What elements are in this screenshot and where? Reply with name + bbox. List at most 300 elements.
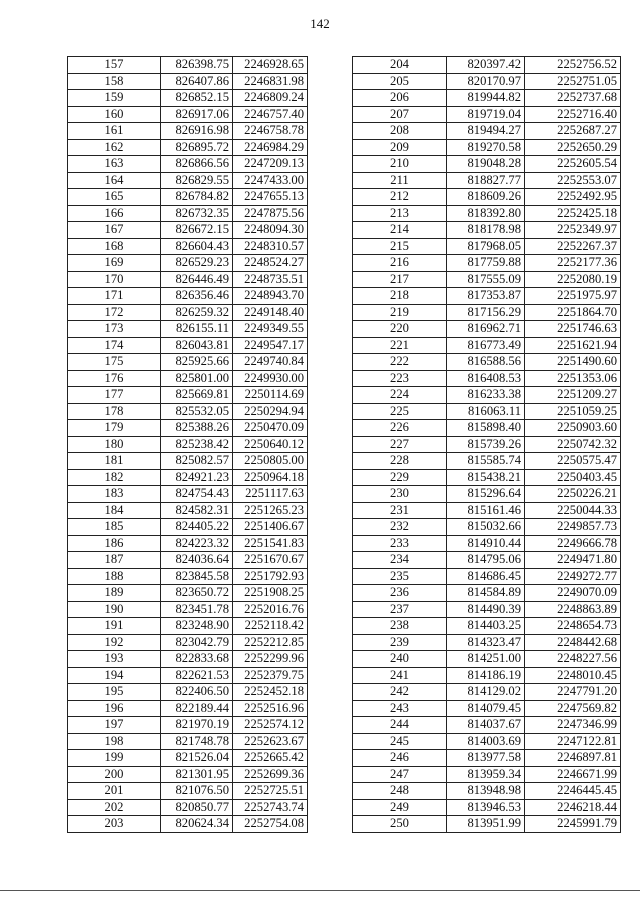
x-coordinate-cell: 819494.27 [447, 123, 525, 140]
table-row [353, 90, 621, 107]
x-coordinate-cell: 814403.25 [447, 618, 525, 635]
table-row [353, 519, 621, 536]
table-row [68, 321, 308, 338]
point-number-cell: 239 [353, 634, 447, 651]
x-coordinate-cell: 818609.26 [447, 189, 525, 206]
x-coordinate-cell: 818178.98 [447, 222, 525, 239]
table-row [353, 436, 621, 453]
y-coordinate-cell: 2249471.80 [525, 552, 621, 569]
x-coordinate-cell: 816233.38 [447, 387, 525, 404]
x-coordinate-cell: 818392.80 [447, 205, 525, 222]
table-row [353, 271, 621, 288]
y-coordinate-cell: 2252743.74 [233, 799, 308, 816]
x-coordinate-cell: 825082.57 [161, 453, 233, 470]
x-coordinate-cell: 822406.50 [161, 684, 233, 701]
point-number-cell: 164 [68, 172, 161, 189]
y-coordinate-cell: 2248310.57 [233, 238, 308, 255]
x-coordinate-cell: 819719.04 [447, 106, 525, 123]
x-coordinate-cell: 816588.56 [447, 354, 525, 371]
y-coordinate-cell: 2252452.18 [233, 684, 308, 701]
y-coordinate-cell: 2246928.65 [233, 57, 308, 74]
point-number-cell: 199 [68, 750, 161, 767]
point-number-cell: 203 [68, 816, 161, 833]
table-row [353, 73, 621, 90]
point-number-cell: 226 [353, 420, 447, 437]
y-coordinate-cell: 2247433.00 [233, 172, 308, 189]
coordinate-table-right [352, 56, 621, 833]
table-row [353, 502, 621, 519]
x-coordinate-cell: 814490.39 [447, 601, 525, 618]
table-row [68, 799, 308, 816]
y-coordinate-cell: 2246984.29 [233, 139, 308, 156]
x-coordinate-cell: 826916.98 [161, 123, 233, 140]
table-row [68, 172, 308, 189]
y-coordinate-cell: 2250114.69 [233, 387, 308, 404]
x-coordinate-cell: 826784.82 [161, 189, 233, 206]
point-number-cell: 168 [68, 238, 161, 255]
table-row [68, 156, 308, 173]
x-coordinate-cell: 821526.04 [161, 750, 233, 767]
y-coordinate-cell: 2248943.70 [233, 288, 308, 305]
table-row [353, 799, 621, 816]
table-row [68, 783, 308, 800]
table-row [68, 354, 308, 371]
point-number-cell: 221 [353, 337, 447, 354]
point-number-cell: 204 [353, 57, 447, 74]
table-row [353, 535, 621, 552]
y-coordinate-cell: 2252725.51 [233, 783, 308, 800]
y-coordinate-cell: 2246758.78 [233, 123, 308, 140]
table-row [68, 420, 308, 437]
y-coordinate-cell: 2246809.24 [233, 90, 308, 107]
point-number-cell: 201 [68, 783, 161, 800]
y-coordinate-cell: 2251353.06 [525, 370, 621, 387]
point-number-cell: 241 [353, 667, 447, 684]
table-row [68, 618, 308, 635]
x-coordinate-cell: 825388.26 [161, 420, 233, 437]
table-row [353, 189, 621, 206]
y-coordinate-cell: 2251541.83 [233, 535, 308, 552]
point-number-cell: 182 [68, 469, 161, 486]
x-coordinate-cell: 825532.05 [161, 403, 233, 420]
point-number-cell: 160 [68, 106, 161, 123]
table-row [353, 255, 621, 272]
table-row [353, 684, 621, 701]
y-coordinate-cell: 2247346.99 [525, 717, 621, 734]
y-coordinate-cell: 2251117.63 [233, 486, 308, 503]
x-coordinate-cell: 826446.49 [161, 271, 233, 288]
x-coordinate-cell: 824582.31 [161, 502, 233, 519]
y-coordinate-cell: 2252379.75 [233, 667, 308, 684]
table-row [68, 700, 308, 717]
point-number-cell: 233 [353, 535, 447, 552]
table-row [353, 717, 621, 734]
point-number-cell: 176 [68, 370, 161, 387]
point-number-cell: 230 [353, 486, 447, 503]
table-row [68, 684, 308, 701]
y-coordinate-cell: 2249547.17 [233, 337, 308, 354]
x-coordinate-cell: 817759.88 [447, 255, 525, 272]
x-coordinate-cell: 824036.64 [161, 552, 233, 569]
point-number-cell: 162 [68, 139, 161, 156]
point-number-cell: 192 [68, 634, 161, 651]
x-coordinate-cell: 813948.98 [447, 783, 525, 800]
y-coordinate-cell: 2245991.79 [525, 816, 621, 833]
table-row [68, 601, 308, 618]
point-number-cell: 186 [68, 535, 161, 552]
table-row [353, 222, 621, 239]
point-number-cell: 205 [353, 73, 447, 90]
point-number-cell: 170 [68, 271, 161, 288]
point-number-cell: 249 [353, 799, 447, 816]
y-coordinate-cell: 2251621.94 [525, 337, 621, 354]
x-coordinate-cell: 826398.75 [161, 57, 233, 74]
x-coordinate-cell: 820397.42 [447, 57, 525, 74]
table-row [68, 106, 308, 123]
table-row [353, 618, 621, 635]
table-row [68, 717, 308, 734]
table-row [353, 816, 621, 833]
x-coordinate-cell: 816962.71 [447, 321, 525, 338]
x-coordinate-cell: 823451.78 [161, 601, 233, 618]
x-coordinate-cell: 814037.67 [447, 717, 525, 734]
table-row [353, 750, 621, 767]
y-coordinate-cell: 2252623.67 [233, 733, 308, 750]
table-row [68, 288, 308, 305]
table-row [353, 634, 621, 651]
x-coordinate-cell: 826529.23 [161, 255, 233, 272]
page-number: 142 [310, 16, 330, 31]
table-row [68, 238, 308, 255]
point-number-cell: 235 [353, 568, 447, 585]
point-number-cell: 207 [353, 106, 447, 123]
point-number-cell: 220 [353, 321, 447, 338]
table-row [353, 601, 621, 618]
x-coordinate-cell: 819048.28 [447, 156, 525, 173]
y-coordinate-cell: 2248094.30 [233, 222, 308, 239]
x-coordinate-cell: 817156.29 [447, 304, 525, 321]
point-number-cell: 177 [68, 387, 161, 404]
point-number-cell: 185 [68, 519, 161, 536]
table-row [68, 816, 308, 833]
y-coordinate-cell: 2252650.29 [525, 139, 621, 156]
y-coordinate-cell: 2247875.56 [233, 205, 308, 222]
table-row [68, 123, 308, 140]
point-number-cell: 169 [68, 255, 161, 272]
point-number-cell: 231 [353, 502, 447, 519]
y-coordinate-cell: 2252080.19 [525, 271, 621, 288]
point-number-cell: 200 [68, 766, 161, 783]
point-number-cell: 240 [353, 651, 447, 668]
point-number-cell: 166 [68, 205, 161, 222]
x-coordinate-cell: 823845.58 [161, 568, 233, 585]
y-coordinate-cell: 2252574.12 [233, 717, 308, 734]
point-number-cell: 171 [68, 288, 161, 305]
y-coordinate-cell: 2252665.42 [233, 750, 308, 767]
point-number-cell: 163 [68, 156, 161, 173]
point-number-cell: 227 [353, 436, 447, 453]
x-coordinate-cell: 826259.32 [161, 304, 233, 321]
x-coordinate-cell: 826866.56 [161, 156, 233, 173]
table-row [353, 585, 621, 602]
x-coordinate-cell: 826732.35 [161, 205, 233, 222]
y-coordinate-cell: 2246218.44 [525, 799, 621, 816]
point-number-cell: 210 [353, 156, 447, 173]
table-row [68, 453, 308, 470]
point-number-cell: 223 [353, 370, 447, 387]
x-coordinate-cell: 826043.81 [161, 337, 233, 354]
y-coordinate-cell: 2248735.51 [233, 271, 308, 288]
table-row [68, 205, 308, 222]
y-coordinate-cell: 2251670.67 [233, 552, 308, 569]
table-row [353, 106, 621, 123]
point-number-cell: 202 [68, 799, 161, 816]
table-row [353, 304, 621, 321]
x-coordinate-cell: 820170.97 [447, 73, 525, 90]
x-coordinate-cell: 826829.55 [161, 172, 233, 189]
table-row [353, 486, 621, 503]
y-coordinate-cell: 2252756.52 [525, 57, 621, 74]
x-coordinate-cell: 815739.26 [447, 436, 525, 453]
y-coordinate-cell: 2247655.13 [233, 189, 308, 206]
table-row [353, 667, 621, 684]
y-coordinate-cell: 2251864.70 [525, 304, 621, 321]
table-row [68, 486, 308, 503]
x-coordinate-cell: 826895.72 [161, 139, 233, 156]
x-coordinate-cell: 815898.40 [447, 420, 525, 437]
x-coordinate-cell: 813959.34 [447, 766, 525, 783]
point-number-cell: 172 [68, 304, 161, 321]
x-coordinate-cell: 821970.19 [161, 717, 233, 734]
table-row [68, 90, 308, 107]
y-coordinate-cell: 2252267.37 [525, 238, 621, 255]
y-coordinate-cell: 2251746.63 [525, 321, 621, 338]
table-row [353, 172, 621, 189]
x-coordinate-cell: 814686.45 [447, 568, 525, 585]
y-coordinate-cell: 2246757.40 [233, 106, 308, 123]
table-row [353, 156, 621, 173]
point-number-cell: 191 [68, 618, 161, 635]
y-coordinate-cell: 2252299.96 [233, 651, 308, 668]
table-row [68, 304, 308, 321]
y-coordinate-cell: 2252687.27 [525, 123, 621, 140]
y-coordinate-cell: 2252754.08 [233, 816, 308, 833]
table-row [353, 321, 621, 338]
x-coordinate-cell: 820624.34 [161, 816, 233, 833]
table-row [68, 502, 308, 519]
point-number-cell: 188 [68, 568, 161, 585]
table-row [68, 535, 308, 552]
x-coordinate-cell: 815161.46 [447, 502, 525, 519]
point-number-cell: 247 [353, 766, 447, 783]
point-number-cell: 173 [68, 321, 161, 338]
table-row [68, 222, 308, 239]
y-coordinate-cell: 2252212.85 [233, 634, 308, 651]
point-number-cell: 250 [353, 816, 447, 833]
y-coordinate-cell: 2250964.18 [233, 469, 308, 486]
point-number-cell: 175 [68, 354, 161, 371]
y-coordinate-cell: 2248863.89 [525, 601, 621, 618]
point-number-cell: 178 [68, 403, 161, 420]
point-number-cell: 243 [353, 700, 447, 717]
point-number-cell: 197 [68, 717, 161, 734]
x-coordinate-cell: 814584.89 [447, 585, 525, 602]
point-number-cell: 208 [353, 123, 447, 140]
y-coordinate-cell: 2252349.97 [525, 222, 621, 239]
y-coordinate-cell: 2251209.27 [525, 387, 621, 404]
x-coordinate-cell: 816773.49 [447, 337, 525, 354]
point-number-cell: 211 [353, 172, 447, 189]
y-coordinate-cell: 2250742.32 [525, 436, 621, 453]
y-coordinate-cell: 2247122.81 [525, 733, 621, 750]
table-row [68, 255, 308, 272]
x-coordinate-cell: 814251.00 [447, 651, 525, 668]
x-coordinate-cell: 826852.15 [161, 90, 233, 107]
point-number-cell: 215 [353, 238, 447, 255]
y-coordinate-cell: 2251908.25 [233, 585, 308, 602]
x-coordinate-cell: 814795.06 [447, 552, 525, 569]
point-number-cell: 222 [353, 354, 447, 371]
point-number-cell: 180 [68, 436, 161, 453]
point-number-cell: 193 [68, 651, 161, 668]
point-number-cell: 179 [68, 420, 161, 437]
table-row [68, 370, 308, 387]
y-coordinate-cell: 2249857.73 [525, 519, 621, 536]
y-coordinate-cell: 2252553.07 [525, 172, 621, 189]
point-number-cell: 181 [68, 453, 161, 470]
x-coordinate-cell: 821748.78 [161, 733, 233, 750]
y-coordinate-cell: 2252492.95 [525, 189, 621, 206]
table-row [353, 387, 621, 404]
y-coordinate-cell: 2252516.96 [233, 700, 308, 717]
table-row [68, 469, 308, 486]
point-number-cell: 244 [353, 717, 447, 734]
table-row [353, 337, 621, 354]
y-coordinate-cell: 2251975.97 [525, 288, 621, 305]
table-row [68, 189, 308, 206]
x-coordinate-cell: 823042.79 [161, 634, 233, 651]
x-coordinate-cell: 816408.53 [447, 370, 525, 387]
table-row [68, 766, 308, 783]
point-number-cell: 245 [353, 733, 447, 750]
x-coordinate-cell: 814910.44 [447, 535, 525, 552]
y-coordinate-cell: 2248524.27 [233, 255, 308, 272]
x-coordinate-cell: 826356.46 [161, 288, 233, 305]
point-number-cell: 236 [353, 585, 447, 602]
table-row [353, 453, 621, 470]
point-number-cell: 248 [353, 783, 447, 800]
table-row [353, 469, 621, 486]
y-coordinate-cell: 2248654.73 [525, 618, 621, 635]
y-coordinate-cell: 2250640.12 [233, 436, 308, 453]
x-coordinate-cell: 824405.22 [161, 519, 233, 536]
y-coordinate-cell: 2252737.68 [525, 90, 621, 107]
y-coordinate-cell: 2249930.00 [233, 370, 308, 387]
y-coordinate-cell: 2247791.20 [525, 684, 621, 701]
y-coordinate-cell: 2249070.09 [525, 585, 621, 602]
y-coordinate-cell: 2251792.93 [233, 568, 308, 585]
point-number-cell: 219 [353, 304, 447, 321]
table-row [353, 205, 621, 222]
x-coordinate-cell: 815438.21 [447, 469, 525, 486]
table-row [68, 750, 308, 767]
y-coordinate-cell: 2249349.55 [233, 321, 308, 338]
x-coordinate-cell: 822833.68 [161, 651, 233, 668]
table-row [353, 139, 621, 156]
point-number-cell: 229 [353, 469, 447, 486]
point-number-cell: 234 [353, 552, 447, 569]
x-coordinate-cell: 822621.53 [161, 667, 233, 684]
table-row [68, 387, 308, 404]
y-coordinate-cell: 2250294.94 [233, 403, 308, 420]
table-row [68, 139, 308, 156]
y-coordinate-cell: 2250805.00 [233, 453, 308, 470]
x-coordinate-cell: 814079.45 [447, 700, 525, 717]
point-number-cell: 161 [68, 123, 161, 140]
point-number-cell: 246 [353, 750, 447, 767]
x-coordinate-cell: 819944.82 [447, 90, 525, 107]
point-number-cell: 213 [353, 205, 447, 222]
table-row [68, 585, 308, 602]
y-coordinate-cell: 2250403.45 [525, 469, 621, 486]
x-coordinate-cell: 824223.32 [161, 535, 233, 552]
y-coordinate-cell: 2246897.81 [525, 750, 621, 767]
x-coordinate-cell: 823650.72 [161, 585, 233, 602]
y-coordinate-cell: 2249148.40 [233, 304, 308, 321]
x-coordinate-cell: 826155.11 [161, 321, 233, 338]
x-coordinate-cell: 815296.64 [447, 486, 525, 503]
y-coordinate-cell: 2246671.99 [525, 766, 621, 783]
coordinate-table-left [67, 56, 308, 833]
point-number-cell: 232 [353, 519, 447, 536]
x-coordinate-cell: 817555.09 [447, 271, 525, 288]
table-row [353, 552, 621, 569]
table-row [68, 651, 308, 668]
x-coordinate-cell: 826407.86 [161, 73, 233, 90]
y-coordinate-cell: 2251406.67 [233, 519, 308, 536]
x-coordinate-cell: 818827.77 [447, 172, 525, 189]
table-row [68, 337, 308, 354]
y-coordinate-cell: 2249666.78 [525, 535, 621, 552]
x-coordinate-cell: 823248.90 [161, 618, 233, 635]
point-number-cell: 242 [353, 684, 447, 701]
y-coordinate-cell: 2252425.18 [525, 205, 621, 222]
table-row [68, 57, 308, 74]
y-coordinate-cell: 2252177.36 [525, 255, 621, 272]
point-number-cell: 165 [68, 189, 161, 206]
table-row [353, 403, 621, 420]
y-coordinate-cell: 2248442.68 [525, 634, 621, 651]
x-coordinate-cell: 815032.66 [447, 519, 525, 536]
point-number-cell: 158 [68, 73, 161, 90]
table-row [353, 57, 621, 74]
x-coordinate-cell: 817968.05 [447, 238, 525, 255]
y-coordinate-cell: 2250226.21 [525, 486, 621, 503]
x-coordinate-cell: 822189.44 [161, 700, 233, 717]
table-row [353, 354, 621, 371]
x-coordinate-cell: 825925.66 [161, 354, 233, 371]
x-coordinate-cell: 819270.58 [447, 139, 525, 156]
x-coordinate-cell: 813946.53 [447, 799, 525, 816]
x-coordinate-cell: 825238.42 [161, 436, 233, 453]
table-row [68, 271, 308, 288]
y-coordinate-cell: 2251490.60 [525, 354, 621, 371]
table-row [353, 370, 621, 387]
y-coordinate-cell: 2247209.13 [233, 156, 308, 173]
x-coordinate-cell: 815585.74 [447, 453, 525, 470]
x-coordinate-cell: 814129.02 [447, 684, 525, 701]
table-row [68, 634, 308, 651]
